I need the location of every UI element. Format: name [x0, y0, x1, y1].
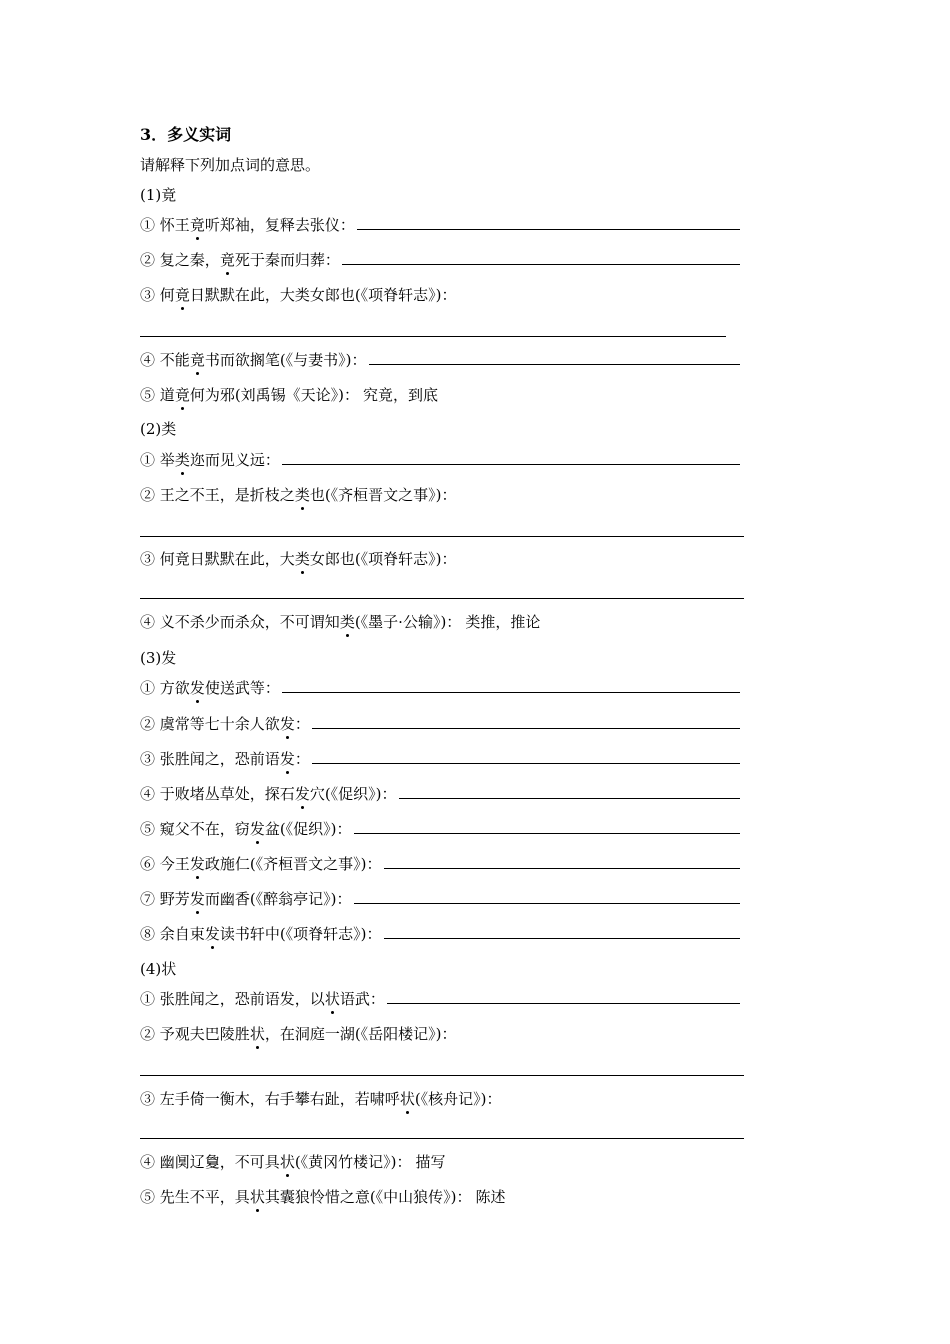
answer-text: 究竟，到底: [363, 386, 439, 404]
dotted-keyword: 状: [324, 990, 340, 1008]
answer-blank[interactable]: [399, 783, 740, 799]
sentence-after: ，在洞庭一湖(《岳阳楼记》)：: [264, 1025, 457, 1043]
answer-blank[interactable]: [357, 214, 740, 230]
item-number: ③: [140, 286, 156, 304]
dotted-keyword: 状: [399, 1090, 415, 1108]
dotted-keyword: 发: [249, 820, 265, 838]
dotted-keyword: 类: [294, 486, 310, 504]
section-title: 3．多义实词: [140, 125, 232, 144]
answer-blank[interactable]: [354, 888, 740, 904]
sentence-after: 迩而见义远：: [189, 451, 280, 469]
answer-blank[interactable]: [384, 853, 740, 869]
dotted-keyword: 竟: [174, 286, 190, 304]
sentence-before: 虞常等七十余人欲: [159, 715, 280, 733]
sentence-after: (《墨子·公输》)：: [354, 613, 462, 631]
sentence-after: 死于秦而归葬：: [234, 251, 340, 269]
sentence-before: 不能: [159, 351, 190, 369]
dotted-keyword: 类: [174, 451, 190, 469]
sentence-after: 穴(《促织》)：: [309, 785, 397, 803]
sentence-before: 何: [159, 286, 175, 304]
sentence-before: 举: [159, 451, 175, 469]
group-heading: (1)竟: [140, 186, 177, 204]
item-number: ①: [140, 990, 156, 1008]
sentence-after: 女郎也(《项脊轩志》)：: [309, 550, 457, 568]
sentence-after: 语武：: [339, 990, 385, 1008]
exercise-item: [140, 748, 740, 770]
answer-blank[interactable]: [387, 988, 740, 1004]
section-instruction: 请解释下列加点词的意思。: [140, 156, 321, 174]
dotted-keyword: 发: [294, 785, 310, 803]
exercise-item: [140, 818, 740, 840]
dotted-keyword: 类: [294, 550, 310, 568]
exercise-item: [140, 284, 457, 306]
dotted-keyword: 发: [204, 925, 220, 943]
sentence-after: (《黄冈竹楼记》)：: [294, 1153, 412, 1171]
group-heading: (3)发: [140, 649, 177, 667]
sentence-before: 于败堵丛草处，探石: [159, 785, 295, 803]
answer-blank[interactable]: [342, 249, 740, 265]
dotted-keyword: 状: [249, 1188, 265, 1206]
sentence-after: 听郑袖，复释去张仪：: [204, 216, 355, 234]
answer-text: 陈述: [475, 1188, 506, 1206]
item-number: ⑧: [140, 925, 156, 943]
item-number: ⑥: [140, 855, 156, 873]
item-number: ③: [140, 750, 156, 768]
sentence-after: (《核舟记》)：: [414, 1090, 502, 1108]
exercise-item: [140, 449, 740, 471]
exercise-item: [140, 1023, 457, 1045]
answer-text: 类推，推论: [465, 613, 541, 631]
sentence-after: 政施仁(《齐桓晋文之事》)：: [204, 855, 382, 873]
sentence-after: 日默默在此，大类女郎也(《项脊轩志》)：: [189, 286, 457, 304]
dotted-keyword: 发: [189, 679, 205, 697]
item-number: ④: [140, 785, 156, 803]
sentence-before: 今王: [159, 855, 190, 873]
answer-blank[interactable]: [369, 349, 740, 365]
dotted-keyword: 竟: [219, 251, 235, 269]
sentence-after: 书而欲搁笔(《与妻书》)：: [204, 351, 367, 369]
sentence-before: 何竟日默默在此，大: [159, 550, 295, 568]
item-number: ①: [140, 216, 156, 234]
sentence-after: 而幽香(《醉翁亭记》)：: [204, 890, 352, 908]
answer-blank[interactable]: [354, 818, 740, 834]
sentence-before: 先生不平，具: [159, 1188, 250, 1206]
sentence-after: 盆(《促织》)：: [264, 820, 352, 838]
exercise-item: [140, 249, 740, 271]
exercise-item: [140, 888, 740, 910]
sentence-after: 使送武等：: [204, 679, 280, 697]
sentence-before: 张胜闻之，恐前语: [159, 750, 280, 768]
exercise-item: [140, 484, 457, 506]
sentence-before: 义不杀少而杀众，不可谓知: [159, 613, 340, 631]
answer-line[interactable]: [140, 1138, 744, 1139]
exercise-item: [140, 923, 740, 945]
sentence-after: 何为邪(刘禹锡《天论》)：: [189, 386, 360, 404]
sentence-before: 方欲: [159, 679, 190, 697]
exercise-item: [140, 1151, 446, 1173]
dotted-keyword: 状: [249, 1025, 265, 1043]
sentence-after: 读书轩中(《项脊轩志》)：: [219, 925, 382, 943]
exercise-item: [140, 611, 540, 633]
sentence-before: 幽阒辽敻，不可具: [159, 1153, 280, 1171]
sentence-after: ：: [294, 715, 310, 733]
item-number: ②: [140, 1025, 156, 1043]
item-number: ②: [140, 251, 156, 269]
answer-blank[interactable]: [312, 713, 740, 729]
exercise-item: [140, 349, 740, 371]
exercise-item: [140, 713, 740, 735]
sentence-before: 野芳: [159, 890, 190, 908]
item-number: ④: [140, 1153, 156, 1171]
answer-blank[interactable]: [312, 748, 740, 764]
item-number: ①: [140, 451, 156, 469]
item-number: ③: [140, 550, 156, 568]
sentence-after: 也(《齐桓晋文之事》)：: [309, 486, 457, 504]
exercise-item: [140, 1186, 506, 1208]
answer-line[interactable]: [140, 536, 744, 537]
dotted-keyword: 发: [189, 890, 205, 908]
item-number: ⑤: [140, 1188, 156, 1206]
item-number: ②: [140, 486, 156, 504]
sentence-before: 王之不王，是折枝之: [159, 486, 295, 504]
answer-line[interactable]: [140, 336, 726, 337]
dotted-keyword: 竟: [174, 386, 190, 404]
exercise-item: [140, 677, 740, 699]
dotted-keyword: 类: [339, 613, 355, 631]
item-number: ④: [140, 351, 156, 369]
exercise-item: [140, 384, 438, 406]
answer-line[interactable]: [140, 598, 744, 599]
dotted-keyword: 竟: [189, 216, 205, 234]
exercise-item: [140, 214, 740, 236]
sentence-before: 道: [159, 386, 175, 404]
item-number: ③: [140, 1090, 156, 1108]
dotted-keyword: 发: [279, 750, 295, 768]
exercise-item: [140, 783, 740, 805]
sentence-before: 余自束: [159, 925, 205, 943]
item-number: ②: [140, 715, 156, 733]
item-number: ④: [140, 613, 156, 631]
item-number: ⑤: [140, 386, 156, 404]
sentence-after: ：: [294, 750, 310, 768]
exercise-item: [140, 988, 740, 1010]
sentence-before: 张胜闻之，恐前语发，以: [159, 990, 325, 1008]
sentence-after: 其囊狼怜惜之意(《中山狼传》)：: [264, 1188, 472, 1206]
sentence-before: 怀王: [159, 216, 190, 234]
answer-blank[interactable]: [282, 449, 740, 465]
group-heading: (4)状: [140, 960, 177, 978]
group-heading: (2)类: [140, 420, 177, 438]
exercise-item: [140, 853, 740, 875]
dotted-keyword: 发: [189, 855, 205, 873]
exercise-item: [140, 548, 457, 570]
item-number: ⑦: [140, 890, 156, 908]
sentence-before: 左手倚一衡木，右手攀右趾，若啸呼: [159, 1090, 400, 1108]
exercise-item: [140, 1088, 502, 1110]
sentence-before: 窥父不在，窃: [159, 820, 250, 838]
answer-blank[interactable]: [384, 923, 740, 939]
answer-line[interactable]: [140, 1075, 744, 1076]
sentence-before: 予观夫巴陵胜: [159, 1025, 250, 1043]
dotted-keyword: 竟: [189, 351, 205, 369]
sentence-before: 复之秦，: [159, 251, 220, 269]
answer-text: 描写: [415, 1153, 446, 1171]
item-number: ①: [140, 679, 156, 697]
answer-blank[interactable]: [282, 677, 740, 693]
dotted-keyword: 发: [279, 715, 295, 733]
dotted-keyword: 状: [279, 1153, 295, 1171]
item-number: ⑤: [140, 820, 156, 838]
